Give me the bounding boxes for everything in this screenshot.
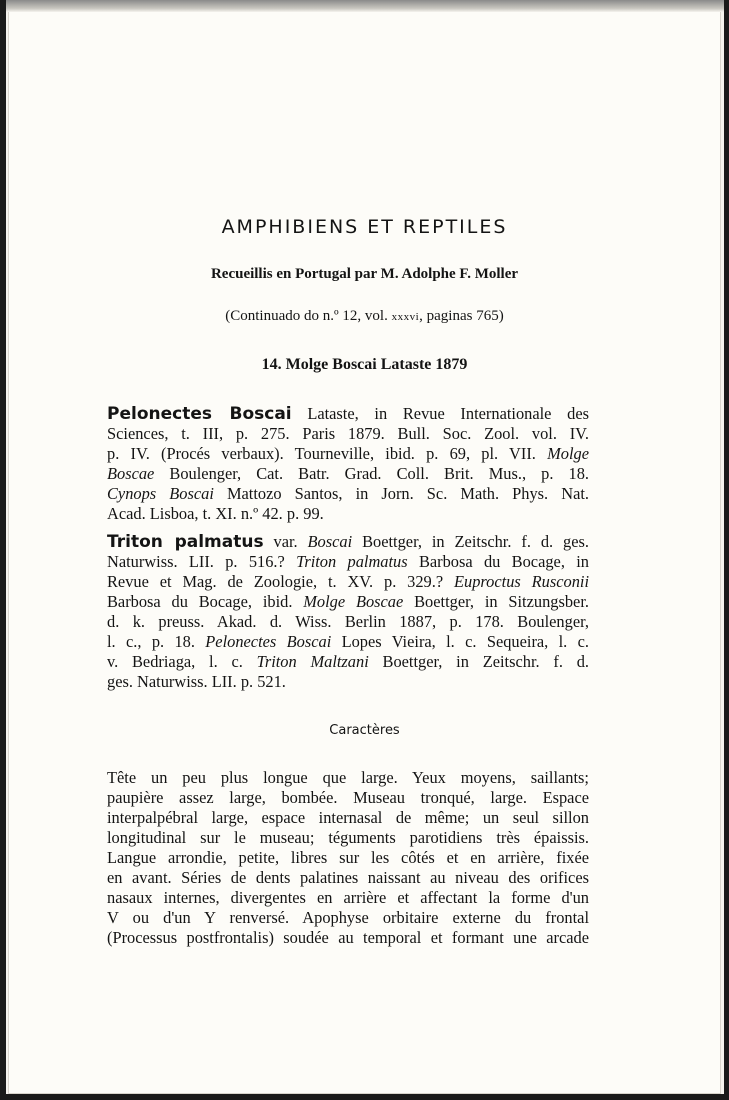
- p3-line: nasaux internes, divergentes en arrière et affectant la forme d'un: [107, 888, 589, 907]
- p2-line: l. c., p. 18. Pelonectes Boscai Lopes Vieira, l. c. Sequeira, l. c.: [107, 632, 589, 651]
- p1-line: Pelonectes Boscai Lataste, in Revue Internationale des: [107, 404, 589, 424]
- continuation-volume: xxxvi: [391, 311, 420, 323]
- p1-line: Boscae Boulenger, Cat. Batr. Grad. Coll. Brit. Mus., p. 18.: [107, 464, 589, 483]
- page-title: AMPHIBIENS ET REPTILES: [221, 216, 508, 238]
- continuation-note: [0, 308, 729, 325]
- p3-line: longitudinal sur le museau; téguments parotidiens très épaissis.: [107, 828, 589, 847]
- scan-top-shadow: [0, 0, 729, 12]
- p2-line: d. k. preuss. Akad. d. Wiss. Berlin 1887, p. 178. Boulenger,: [107, 612, 589, 631]
- page-subtitle: Recueillis en Portugal par M. Adolphe F. Moller: [210, 266, 519, 282]
- p1-line: Cynops Boscai Mattozo Santos, in Jorn. Sc. Math. Phys. Nat.: [107, 484, 589, 503]
- taxon-name: Triton palmatus: [107, 532, 264, 552]
- synonymy-paragraph-2: [107, 532, 589, 692]
- p2-line: Triton palmatus var. Boscai Boettger, in Zeitschr. f. d. ges.: [107, 532, 589, 552]
- description-paragraph: [107, 768, 589, 948]
- species-heading: 14. Molge Boscai Lataste 1879: [261, 356, 468, 373]
- p2-line: Revue et Mag. de Zoologie, t. XV. p. 329.? Euproctus Rusconii: [107, 572, 590, 591]
- p3-line: (Processus postfrontalis) soudée au temporal et formant une arcade: [107, 928, 589, 947]
- scan-bottom-edge: [0, 1094, 729, 1100]
- characters-heading: Caractères: [329, 723, 400, 738]
- p1-line: Acad. Lisboa, t. XI. n.º 42. p. 99.: [107, 504, 324, 523]
- p2-line: Barbosa du Bocage, ibid. Molge Boscae Boettger, in Sitzungsber.: [107, 592, 589, 611]
- continuation-prefix: (Continuado do n.º 12, vol.: [225, 308, 392, 324]
- p3-line: en avant. Séries de dents palatines naissant au niveau des orifices: [107, 868, 589, 887]
- p2-line: Naturwiss. LII. p. 516.? Triton palmatus Barbosa du Bocage, in: [107, 552, 589, 571]
- scan-left-edge: [0, 0, 6, 1100]
- p2-line: v. Bedriaga, l. c. Triton Maltzani Boettger, in Zeitschr. f. d.: [107, 652, 589, 671]
- taxon-name: Pelonectes Boscai: [107, 404, 292, 424]
- p3-line: V ou d'un Y renversé. Apophyse orbitaire externe du frontal: [107, 908, 589, 927]
- p1-line: Sciences, t. III, p. 275. Paris 1879. Bull. Soc. Zool. vol. IV.: [107, 424, 589, 443]
- p1-line: p. IV. (Procés verbaux). Tourneville, ibid. p. 69, pl. VII. Molge: [107, 444, 589, 463]
- p2-line: ges. Naturwiss. LII. p. 521.: [107, 672, 286, 691]
- synonymy-paragraph-1: [107, 404, 589, 524]
- p3-line: Langue arrondie, petite, libres sur les côtés et en arrière, fixée: [107, 848, 589, 867]
- scan-right-edge: [724, 0, 729, 1100]
- p3-line: interpalpébral large, espace internasal de même; un seul sillon: [107, 808, 589, 827]
- p3-line: paupière assez large, bombée. Museau tronqué, large. Espace: [107, 788, 589, 807]
- p3-line: Tête un peu plus longue que large. Yeux moyens, saillants;: [107, 768, 589, 787]
- continuation-suffix: , paginas 765): [419, 308, 504, 324]
